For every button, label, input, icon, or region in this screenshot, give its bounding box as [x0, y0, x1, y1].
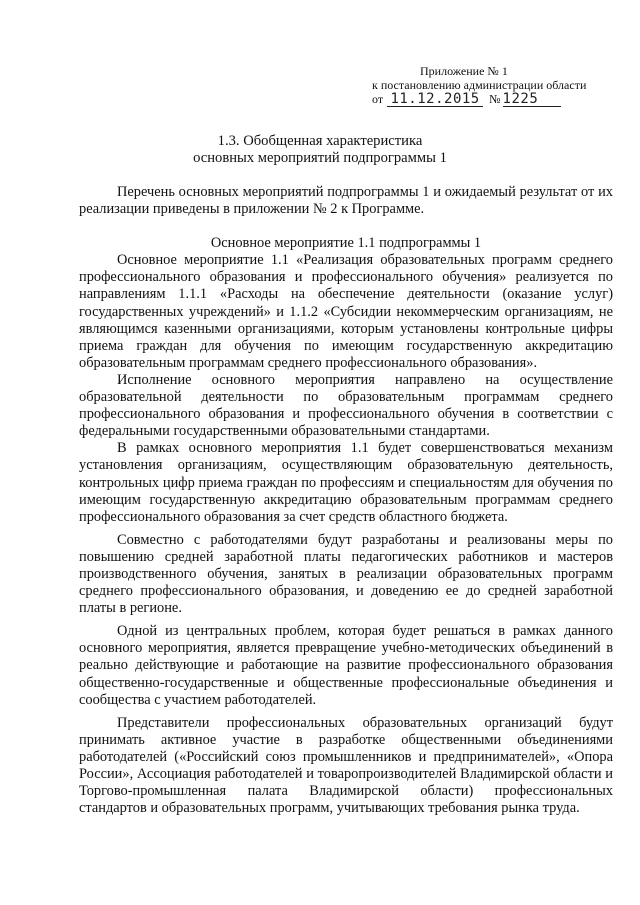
intro-paragraph: Перечень основных мероприятий подпрограммы 1 и ожидаемый результат от их реализации приведены в приложении № 2 к Программе.	[79, 184, 613, 218]
document-body	[79, 184, 613, 817]
body-paragraph: В рамках основного мероприятия 1.1 будет совершенствоваться механизм установления организациям, осуществляющим образовательную деятельность, контрольных цифр приема граждан по профессиям и специальностям для обучения по имеющим государственную аккредитацию образовательным программам среднего профессионального образования за счет средств областного бюджета.	[79, 440, 613, 525]
annex-date: 11.12.2015	[387, 92, 483, 107]
annex-title: Приложение № 1	[420, 64, 508, 78]
annex-number-prefix: №	[489, 92, 501, 106]
heading-line-1: 1.3. Обобщенная характеристика	[217, 133, 423, 149]
heading-line-2: основных мероприятий подпрограммы 1	[193, 150, 447, 166]
body-paragraph: Одной из центральных проблем, которая будет решаться в рамках данного основного мероприятия, является превращение учебно-методических объединений в реально действующие и работающие на развитие профессионального образования общественно-государственные и общественные профессиональные объединения и сообщества с участием работодателей.	[79, 623, 613, 708]
annex-date-prefix: от	[372, 92, 384, 106]
section-heading	[0, 133, 640, 167]
subsection-title: Основное мероприятие 1.1 подпрограммы 1	[210, 235, 482, 252]
body-paragraph: Представители профессиональных образовательных организаций будут принимать активное участие в разработке общественными объединениями работодателей («Российский союз промышленников и предпринимателей», «Опора России», Ассоциация работодателей и товаропроизводителей Владимирской области и Торгово-промышленная палата Владимирской области) профессиональных стандартов и образовательных программ, учитывающих требования рынка труда.	[79, 714, 613, 817]
annex-resolution-line: к постановлению администрации области	[372, 78, 587, 92]
annex-number: 1225	[503, 92, 561, 107]
body-paragraph: Основное мероприятие 1.1 «Реализация образовательных программ среднего профессионального образования и профессионального обучения» реализуется по направлениям 1.1.1 «Расходы на обеспечение деятельности (оказание услуг) государственных учреждений» и 1.1.2 «Субсидии некоммерческим организациям, не являющимся казенными организациями, которым установлены контрольные цифры приема граждан для обучения по имеющим государственную аккредитацию образовательным программам среднего профессионального образования».	[79, 252, 613, 371]
body-paragraph: Совместно с работодателями будут разработаны и реализованы меры по повышению средней заработной платы педагогических работников и мастеров производственного обучения, занятых в реализации образовательных программ среднего профессионального образования, и доведению ее до средней заработной платы в регионе.	[79, 531, 613, 617]
annex-block	[372, 64, 592, 107]
annex-date-line	[372, 92, 592, 107]
body-paragraph: Исполнение основного мероприятия направлено на осуществление образовательной деятельности по образовательным программам среднего профессионального образования и профессионального обучения в соответствии с федеральными государственными образовательными стандартами.	[79, 371, 613, 440]
